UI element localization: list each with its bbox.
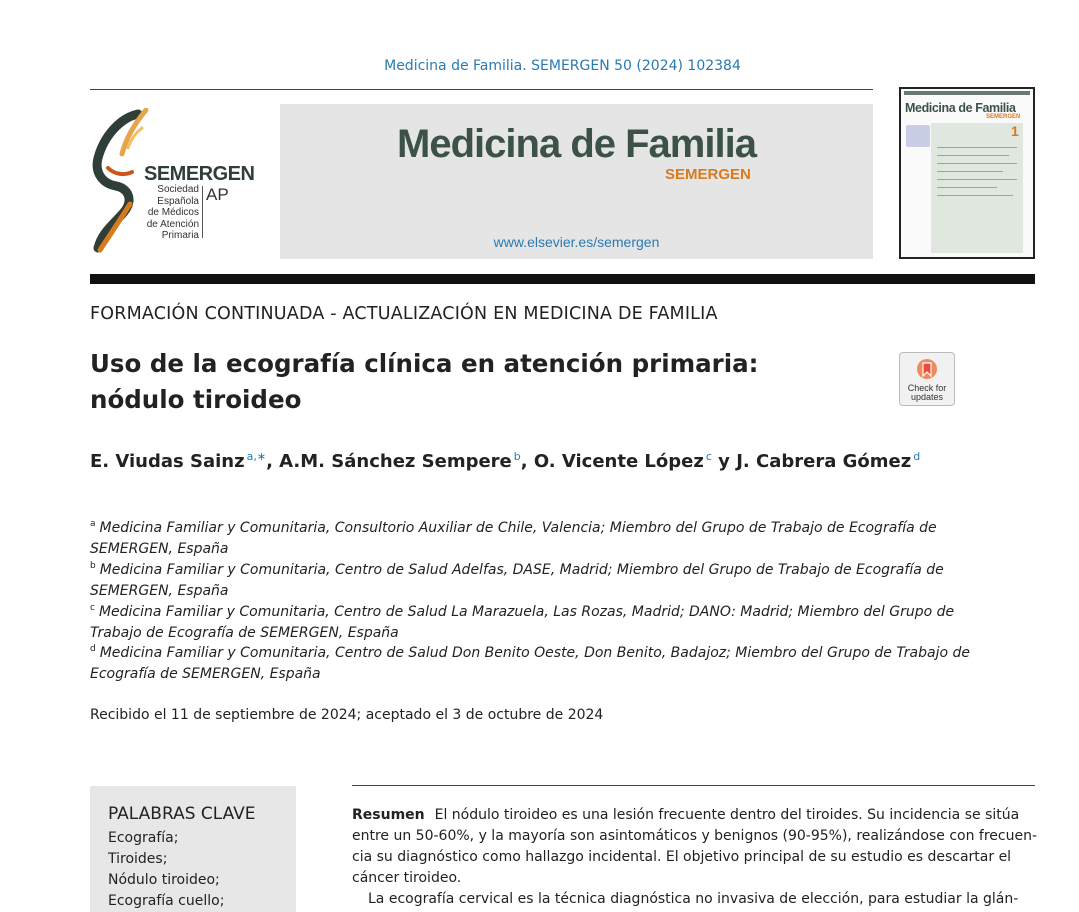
title-line: nódulo tiroideo (90, 385, 302, 414)
author-affiliation-link[interactable]: a,∗ (246, 450, 267, 463)
abstract-rule (352, 785, 1035, 786)
cover-text-line (937, 147, 1017, 148)
article-title (90, 346, 870, 418)
keywords-box (90, 786, 296, 912)
author-name: O. Vicente López (533, 451, 704, 472)
keyword-item: Ecografía cuello; (108, 893, 225, 909)
cover-stamp (906, 125, 930, 147)
cover-text-line (937, 179, 1017, 180)
author-separator: y (711, 451, 737, 472)
abstract-line: entre un 50-60%, y la mayoría son asintomáticos y benignos (90-95%), realizándose con frecuen- (352, 828, 1038, 844)
logo-brand-text: SEMERGEN (144, 163, 255, 185)
semergen-logo (90, 108, 265, 254)
author-affiliation-link[interactable]: d (913, 450, 921, 463)
author-separator: , (266, 451, 280, 472)
title-line: Uso de la ecografía clínica en atención primaria: (90, 349, 759, 378)
abstract-label: Resumen (352, 807, 425, 823)
author-name: A.M. Sánchez Sempere (279, 451, 512, 472)
abstract (352, 805, 1038, 910)
banner-subtitle: SEMERGEN (665, 166, 751, 183)
journal-banner (280, 104, 873, 259)
author-list (90, 450, 920, 472)
banner-title: Medicina de Familia (397, 122, 756, 166)
logo-suffix: AP (206, 185, 229, 204)
cover-text-line (937, 163, 1017, 164)
cover-issue-number: 1 (1011, 123, 1019, 139)
keyword-item: Tiroides; (108, 851, 168, 867)
cover-top-strip (904, 91, 1030, 95)
journal-cover-thumbnail[interactable] (899, 87, 1035, 259)
header-thick-bar (90, 274, 1035, 284)
banner-url-link[interactable]: www.elsevier.es/semergen (493, 234, 660, 250)
cover-text-line (937, 155, 1009, 156)
affiliation-d: $^d$ Medicina Familiar y Comunitaria, Centro de Salud Don Benito Oeste, Don Benito, Badajoz; Miembro del Grupo de Trabajo de Ecografía de SEMERGEN, España (90, 644, 971, 682)
bookmark-icon (917, 358, 937, 380)
author-affiliation-link[interactable]: b (513, 450, 521, 463)
abstract-line: cáncer tiroideo. (352, 870, 462, 886)
keyword-item: Ecografía; (108, 830, 179, 846)
cover-text-line (937, 195, 1013, 196)
check-for-updates-button[interactable] (899, 352, 955, 406)
affiliation-a: $^a$ Medicina Familiar y Comunitaria, Consultorio Auxiliar de Chile, Valencia; Miembro del Grupo de Trabajo de Ecografía de SEMERGEN, España (90, 519, 937, 557)
keyword-item: Nódulo tiroideo; (108, 872, 220, 888)
author-name: E. Viudas Sainz (90, 451, 245, 472)
abstract-line: Resumen El nódulo tiroideo es una lesión frecuente dentro del tiroides. Su incidencia se sitúa (352, 807, 1020, 823)
received-dates: Recibido el 11 de septiembre de 2024; aceptado el 3 de octubre de 2024 (90, 707, 604, 723)
cover-subtitle: SEMERGEN (986, 114, 1021, 120)
author-separator: , (520, 451, 534, 472)
cover-title: Medicina de Familia (905, 101, 1016, 115)
top-rule (90, 89, 873, 90)
cover-text-line (937, 171, 1003, 172)
keywords-title: PALABRAS CLAVE (108, 804, 256, 824)
logo-divider (202, 186, 203, 238)
author-affiliation-link[interactable]: c (705, 450, 712, 463)
journal-reference[interactable]: Medicina de Familia. SEMERGEN 50 (2024) 102384 (384, 58, 741, 74)
abstract-line: La ecografía cervical es la técnica diagnóstica no invasiva de elección, para estudiar la glán- (368, 891, 1019, 907)
author-name: J. Cabrera Gómez (736, 451, 912, 472)
cover-text-line (937, 187, 997, 188)
logo-society-text: Sociedad Española de Médicos de Atención Primaria (146, 184, 199, 241)
affiliation-b: $^b$ Medicina Familiar y Comunitaria, Centro de Salud Adelfas, DASE, Madrid; Miembro del Grupo de Trabajo de Ecografía de SEMERGEN, España (90, 561, 944, 599)
affiliation-c: $^c$ Medicina Familiar y Comunitaria, Centro de Salud La Marazuela, Las Rozas, Madrid; DANO: Madrid; Miembro del Grupo de Trabajo de Ecografía de SEMERGEN, España (90, 603, 955, 641)
section-label: FORMACIÓN CONTINUADA - ACTUALIZACIÓN EN MEDICINA DE FAMILIA (90, 304, 718, 324)
abstract-line: cia su diagnóstico como hallazgo incidental. El objetivo principal de su estudio es descartar el (352, 849, 1012, 865)
cover-panel (931, 123, 1023, 253)
check-updates-label: Check for updates (907, 383, 947, 402)
